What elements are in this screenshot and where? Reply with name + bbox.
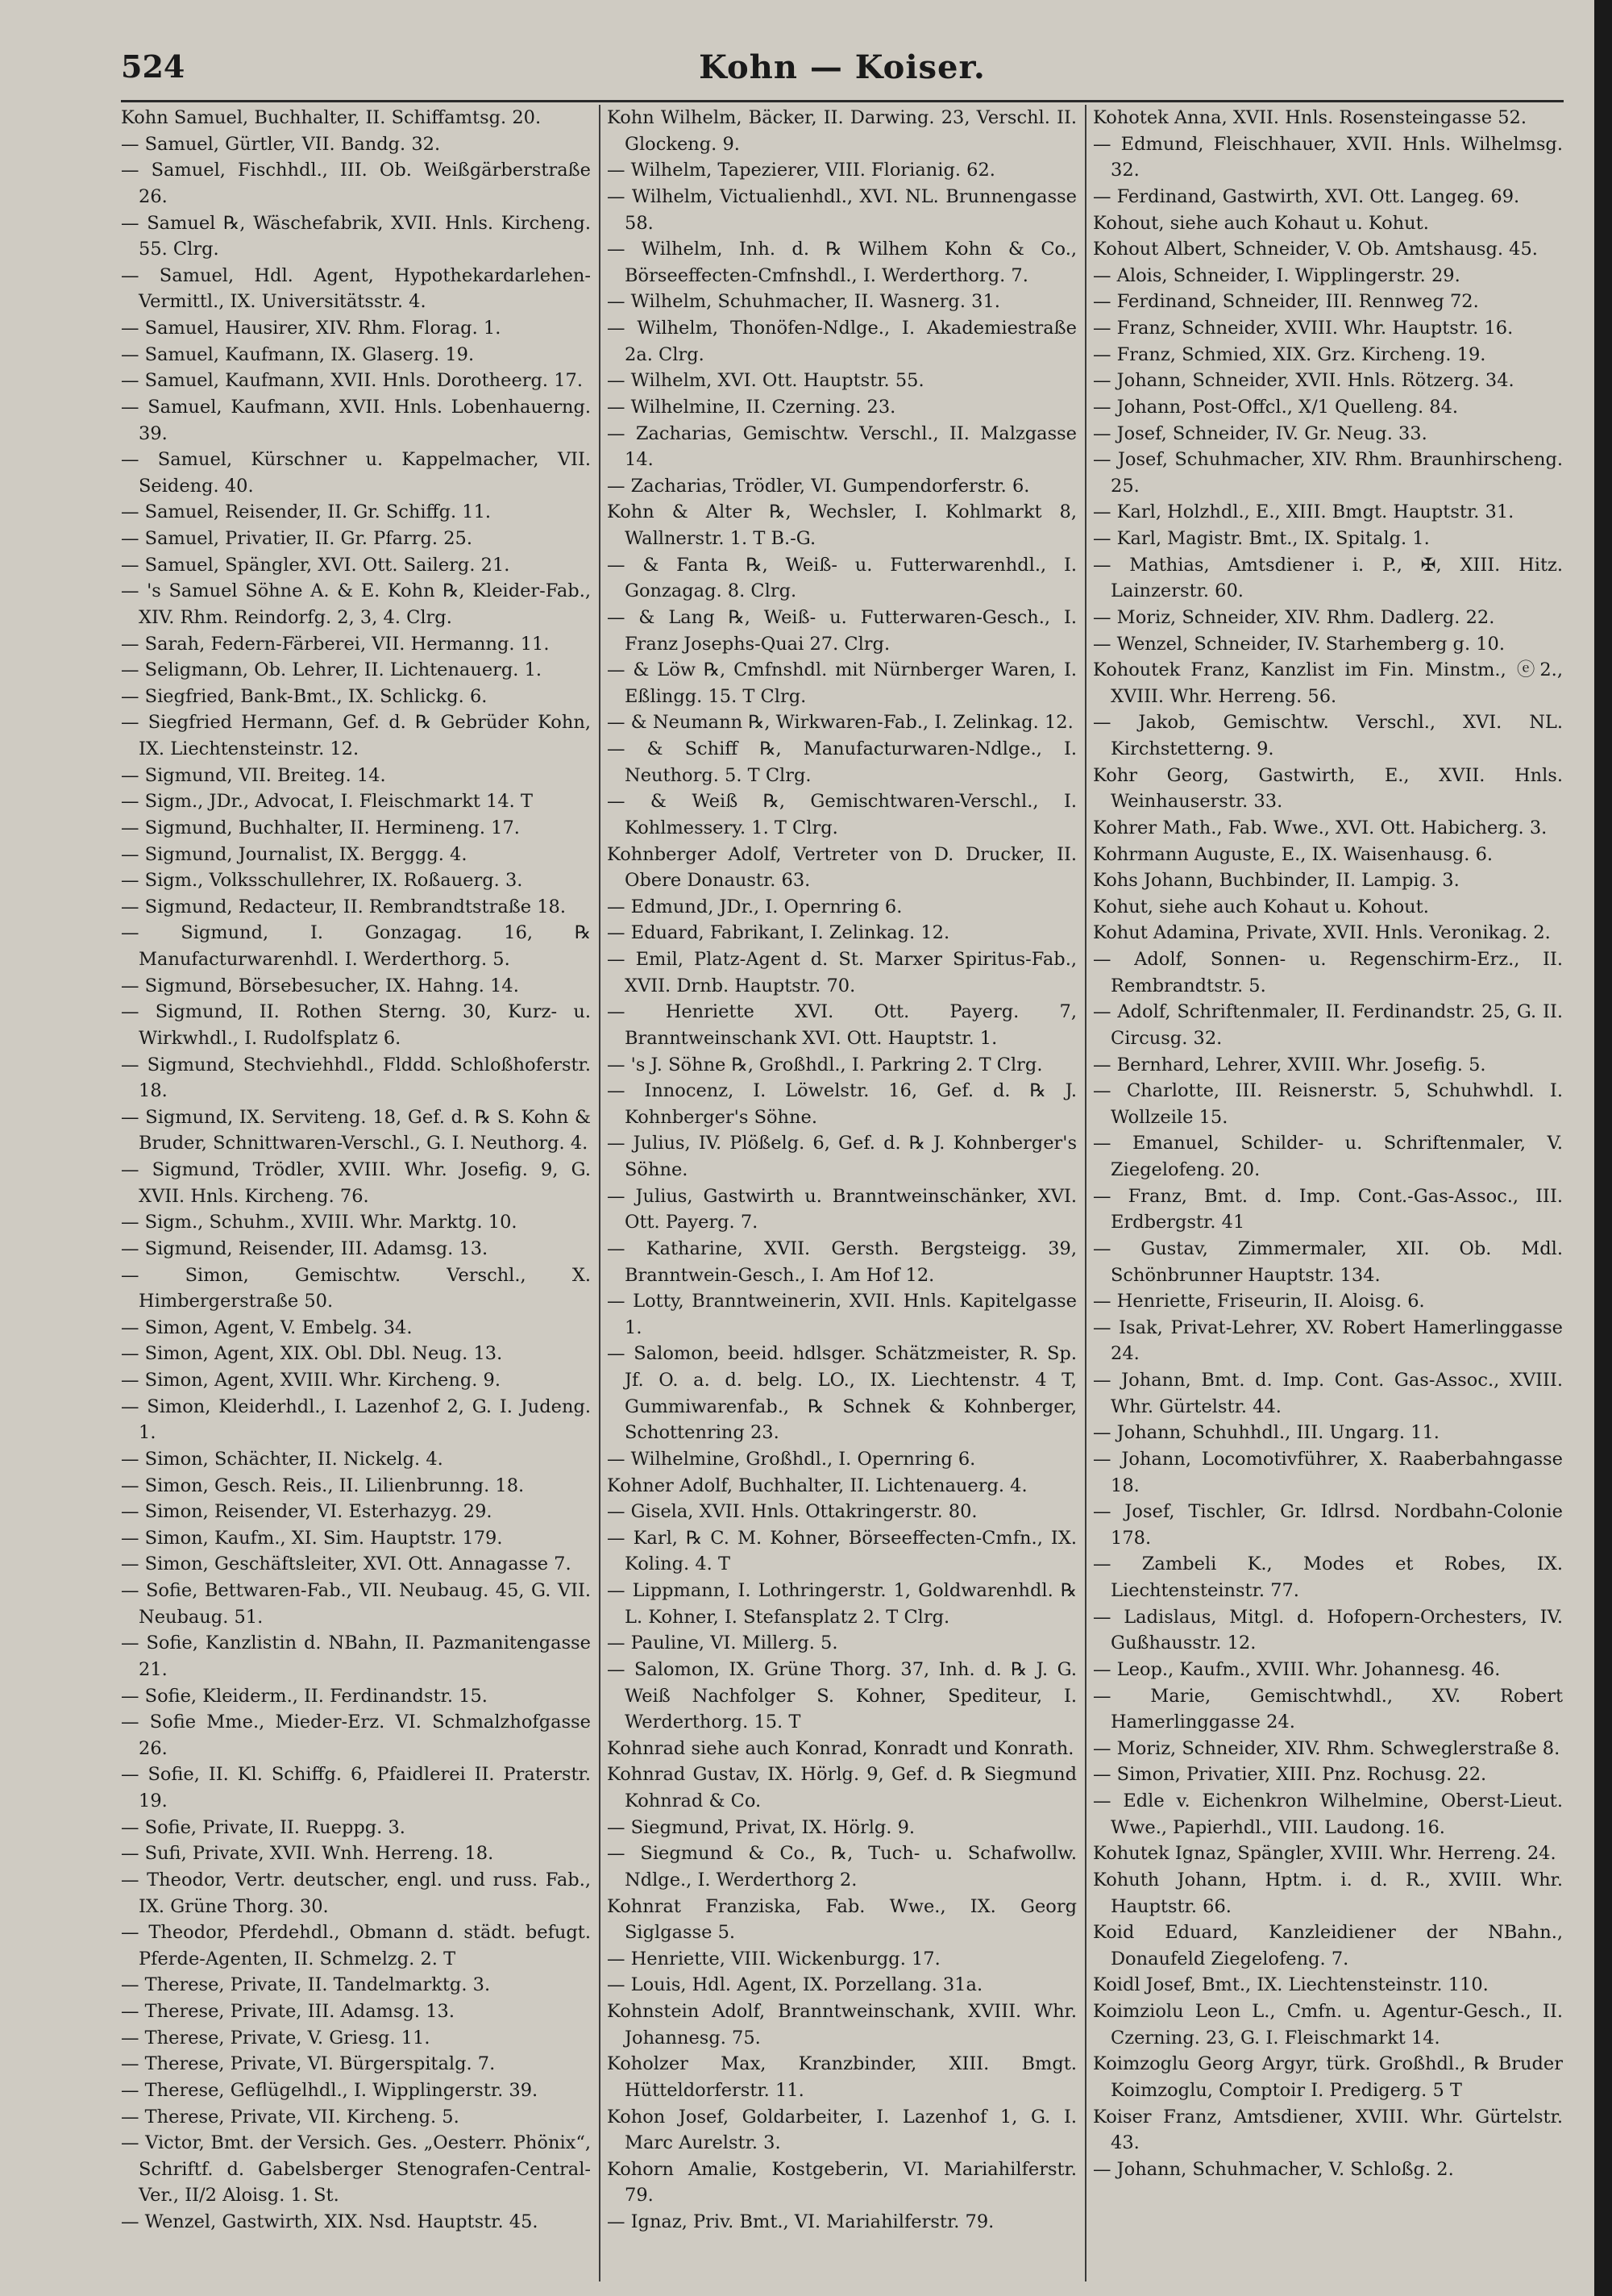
directory-entry: — Karl, ℞ C. M. Kohner, Börseeffecten-Cmfn., IX. Koling. 4. T: [607, 1527, 1077, 1575]
directory-entry: — Isak, Privat-Lehrer, XV. Robert Hamerlinggasse 24.: [1093, 1316, 1563, 1365]
directory-entry: — Zambeli K., Modes et Robes, IX. Liechtensteinstr. 77.: [1093, 1554, 1563, 1601]
directory-entry: — Ferdinand, Gastwirth, XVI. Ott. Langeg. 69.: [1093, 185, 1520, 207]
directory-entry: — Simon, Agent, XIX. Obl. Dbl. Neug. 13.: [121, 1343, 503, 1365]
directory-entry: Koid Eduard, Kanzleidiener der NBahn., Donaufeld Ziegelofeng. 7.: [1093, 1922, 1563, 1969]
directory-entry: — Johann, Bmt. d. Imp. Cont. Gas-Assoc., XVIII. Whr. Gürtelstr. 44.: [1093, 1370, 1563, 1417]
directory-entry: — Simon, Kaufm., XI. Sim. Hauptstr. 179.: [121, 1527, 503, 1549]
directory-entry: — Samuel ℞, Wäschefabrik, XVII. Hnls. Kircheng. 55. Clrg.: [121, 212, 591, 260]
directory-entry: — & Weiß ℞, Gemischtwaren-Verschl., I. Kohlmessery. 1. T Clrg.: [607, 791, 1077, 838]
directory-entry: — & Lang ℞, Weiß- u. Futterwaren-Gesch., I. Franz Josephs-Quai 27. Clrg.: [607, 606, 1077, 655]
directory-entry: Kohutek Ignaz, Spängler, XVIII. Whr. Herreng. 24.: [1093, 1843, 1556, 1865]
directory-entry: — Sigmund, Stechviehhdl., Flddd. Schloßhoferstr. 18.: [121, 1054, 591, 1102]
directory-entry: Kohoutek Franz, Kanzlist im Fin. Minstm., ⓔ2., XVIII. Whr. Herreng. 56.: [1093, 659, 1563, 707]
directory-entry: — Simon, Reisender, VI. Esterhazyg. 29.: [121, 1501, 492, 1523]
directory-entry: Kohner Adolf, Buchhalter, II. Lichtenauerg. 4.: [607, 1475, 1028, 1496]
directory-entry: Koiser Franz, Amtsdiener, XVIII. Whr. Gürtelstr. 43.: [1093, 2106, 1563, 2154]
running-head: Kohn — Koiser.: [699, 48, 986, 86]
directory-entry: Kohs Johann, Buchbinder, II. Lampig. 3.: [1093, 870, 1460, 892]
directory-entry: — Edmund, JDr., I. Opernring 6.: [607, 896, 903, 917]
directory-entry: — Sufi, Private, XVII. Wnh. Herreng. 18.: [121, 1843, 494, 1865]
directory-entry: — Sofie, Bettwaren-Fab., VII. Neubaug. 45, G. VII. Neubaug. 51.: [121, 1580, 591, 1628]
directory-entry: — Siegfried Hermann, Gef. d. ℞ Gebrüder Kohn, IX. Liechtensteinstr. 12.: [121, 712, 591, 759]
directory-entry: — Johann, Schneider, XVII. Hnls. Rötzerg. 34.: [1093, 370, 1514, 392]
directory-entry: — Siegfried, Bank-Bmt., IX. Schlickg. 6.: [121, 685, 488, 707]
directory-entry: — Marie, Gemischtwhdl., XV. Robert Hamerlinggasse 24.: [1093, 1685, 1563, 1733]
directory-entry: Kohuth Johann, Hptm. i. d. R., XVIII. Whr. Hauptstr. 66.: [1093, 1869, 1563, 1917]
directory-entry: — Sofie, Kleiderm., II. Ferdinandstr. 15.: [121, 1685, 488, 1707]
directory-entry: Kohnrat Franziska, Fab. Wwe., IX. Georg Siglgasse 5.: [607, 1895, 1077, 1944]
directory-entry: — Adolf, Sonnen- u. Regenschirm-Erz., II. Rembrandtstr. 5.: [1093, 949, 1563, 996]
directory-entry: — Salomon, IX. Grüne Thorg. 37, Inh. d. ℞ J. G. Weiß Nachfolger S. Kohner, Spediteur, I. Werderthorg. 15. T: [607, 1658, 1077, 1733]
directory-entry: — Johann, Post-Offcl., X/1 Quelleng. 84.: [1093, 396, 1459, 418]
directory-entry: Kohrmann Auguste, E., IX. Waisenhausg. 6.: [1093, 843, 1494, 865]
column-divider: [1085, 105, 1086, 2281]
directory-entry: — Samuel, Gürtler, VII. Bandg. 32.: [121, 133, 441, 155]
directory-entry: — Pauline, VI. Millerg. 5.: [607, 1633, 838, 1654]
directory-entry: — Edle v. Eichenkron Wilhelmine, Oberst-Lieut. Wwe., Papierhdl., VIII. Laudong. 16.: [1093, 1791, 1563, 1838]
directory-entry: — Edmund, Fleischhauer, XVII. Hnls. Wilhelmsg. 32.: [1093, 133, 1563, 181]
directory-entry: — Sigmund, IX. Servitеng. 18, Gef. d. ℞ S. Kohn & Bruder, Schnittwaren-Verschl., G. I. Neuthorg. 4.: [121, 1106, 591, 1154]
directory-entry: — Siegmund, Privat, IX. Hörlg. 9.: [607, 1816, 916, 1838]
directory-entry: — Sarah, Federn-Färberei, VII. Hermanng. 11.: [121, 633, 550, 655]
directory-entry: — Sigmund, Börsebesucher, IX. Hahng. 14.: [121, 975, 519, 996]
directory-entry: — Therese, Private, VII. Kircheng. 5.: [121, 2106, 459, 2128]
directory-entry: — Sigmund, II. Rothen Sterng. 30, Kurz- u. Wirkwhdl., I. Rudolfsplatz 6.: [121, 1001, 591, 1049]
directory-entry: — Therese, Geflügelhdl., I. Wipplingerstr. 39.: [121, 2079, 538, 2101]
directory-entry: — Josef, Tischler, Gr. Idlrsd. Nordbahn-Colonie 178.: [1093, 1501, 1563, 1549]
directory-entry: — Julius, Gastwirth u. Branntweinschänker, XVI. Ott. Payerg. 7.: [607, 1185, 1077, 1233]
directory-entry: — Wilhelmine, II. Czerning. 23.: [607, 396, 896, 418]
directory-entry: — Seligmann, Ob. Lehrer, II. Lichtenauerg. 1.: [121, 659, 542, 681]
directory-entry: Kohn Samuel, Buchhalter, II. Schiffamtsg. 20.: [121, 107, 542, 128]
directory-entry: — Siegmund & Co., ℞, Tuch- u. Schafwollw. Ndlge., I. Werderthorg 2.: [607, 1843, 1077, 1890]
directory-entry: — Alois, Schneider, I. Wipplingerstr. 29.: [1093, 264, 1460, 286]
directory-entry: Kohnberger Adolf, Vertreter von D. Drucker, II. Obere Donaustr. 63.: [607, 843, 1077, 892]
directory-entry: — Karl, Holzhdl., E., XIII. Bmgt. Hauptstr. 31.: [1093, 501, 1514, 523]
directory-entry: — Bernhard, Lehrer, XVIII. Whr. Josefig. 5.: [1093, 1054, 1486, 1075]
directory-entry: — Therese, Private, III. Adamsg. 13.: [121, 2001, 455, 2022]
directory-entry: Koimziolu Leon L., Cmfn. u. Agentur-Gesch., II. Czerning. 23, G. I. Fleischmarkt 14.: [1093, 2001, 1563, 2049]
directory-entry: — Victor, Bmt. der Versich. Ges. „Oesterr. Phönix“, Schriftf. d. Gabelsberger Stenografen-Central-Ver., II/2 Aloisg. 1. St.: [121, 2132, 591, 2207]
directory-entry: — Ignaz, Priv. Bmt., VI. Mariahilferstr. 79.: [607, 2211, 995, 2232]
directory-entry: — Simon, Gemischtw. Verschl., X. Himbergerstraße 50.: [121, 1264, 591, 1312]
directory-entry: — Franz, Schneider, XVIII. Whr. Hauptstr. 16.: [1093, 318, 1514, 339]
directory-entry: — Sigmund, Buchhalter, II. Hermineng. 17.: [121, 817, 520, 838]
page-number: 524: [121, 48, 185, 85]
directory-columns: [121, 105, 1564, 2281]
directory-entry: — Julius, IV. Plößelg. 6, Gef. d. ℞ J. Kohnberger's Söhne.: [607, 1133, 1077, 1180]
directory-entry: Kohnrad Gustav, IX. Hörlg. 9, Gef. d. ℞ Siegmund Kohnrad & Co.: [607, 1764, 1077, 1811]
directory-entry: — Sigmund, Trödler, XVIII. Whr. Josefig. 9, G. XVII. Hnls. Kircheng. 76.: [121, 1159, 591, 1207]
directory-entry: — Henriette XVI. Ott. Payerg. 7, Branntweinschank XVI. Ott. Hauptstr. 1.: [607, 1001, 1077, 1049]
directory-entry: — Wilhelm, XVI. Ott. Hauptstr. 55.: [607, 370, 924, 392]
directory-entry: — Sigmund, I. Gonzagag. 16, ℞ Manufacturwarenhdl. I. Werderthorg. 5.: [121, 922, 591, 970]
directory-entry: — Sigm., JDr., Advocat, I. Fleischmarkt 14. T: [121, 791, 533, 813]
directory-entry: — Sigm., Schuhm., XVIII. Whr. Marktg. 10.: [121, 1212, 517, 1233]
directory-entry: — Josef, Schneider, IV. Gr. Neug. 33.: [1093, 422, 1427, 444]
directory-entry: Kohorn Amalie, Kostgeberin, VI. Mariahilferstr. 79.: [607, 2158, 1077, 2207]
directory-entry: Kohn & Alter ℞, Wechsler, I. Kohlmarkt 8, Wallnerstr. 1. T B.-G.: [607, 501, 1077, 549]
directory-entry: — Sigmund, Redacteur, II. Rembrandtstraße 18.: [121, 896, 567, 917]
directory-entry: — & Löw ℞, Cmfnshdl. mit Nürnberger Waren, I. Eßlingg. 15. T Clrg.: [607, 659, 1077, 707]
directory-entry: — Eduard, Fabrikant, I. Zelinkag. 12.: [607, 922, 950, 944]
directory-entry: — Simon, Schächter, II. Nickelg. 4.: [121, 1448, 443, 1470]
directory-entry: Kohut, siehe auch Kohaut u. Kohout.: [1093, 896, 1429, 917]
directory-entry: — Mathias, Amtsdiener i. P., ✠, XIII. Hitz. Lainzerstr. 60.: [1093, 554, 1563, 602]
directory-entry: Kohn Wilhelm, Bäcker, II. Darwing. 23, Verschl. II. Glockeng. 9.: [607, 107, 1077, 155]
directory-entry: — Karl, Magistr. Bmt., IX. Spitalg. 1.: [1093, 528, 1430, 549]
directory-entry: — Zacharias, Gemischtw. Verschl., II. Malzgasse 14.: [607, 422, 1077, 471]
directory-entry: — Wilhelm, Tapezierer, VIII. Florianig. 62.: [607, 160, 995, 181]
directory-entry: — Franz, Schmied, XIX. Grz. Kircheng. 19.: [1093, 343, 1486, 365]
directory-entry: — & Fanta ℞, Weiß- u. Futterwarenhdl., I. Gonzagag. 8. Clrg.: [607, 554, 1077, 602]
directory-entry: — Samuel, Privatier, II. Gr. Pfarrg. 25.: [121, 528, 473, 549]
directory-entry: — Lotty, Branntweinerin, XVII. Hnls. Kapitelgasse 1.: [607, 1291, 1077, 1338]
directory-entry: Kohnrad siehe auch Konrad, Konradt und Konrath.: [607, 1737, 1074, 1759]
directory-entry: Kohut Adamina, Private, XVII. Hnls. Veronikag. 2.: [1093, 922, 1551, 944]
directory-entry: — Emil, Platz-Agent d. St. Marxer Spiritus-Fab., XVII. Drnb. Hauptstr. 70.: [607, 949, 1077, 996]
directory-entry: — Emanuel, Schilder- u. Schriftenmaler, V. Ziegelofeng. 20.: [1093, 1133, 1563, 1180]
directory-entry: — Samuel, Kaufmann, XVII. Hnls. Lobenhauerng. 39.: [121, 396, 591, 444]
directory-entry: — Sigmund, Journalist, IX. Berggg. 4.: [121, 843, 467, 865]
directory-entry: Kohout, siehe auch Kohaut u. Kohut.: [1093, 212, 1429, 234]
directory-entry: — Wilhelmine, Großhdl., I. Opernring 6.: [607, 1448, 976, 1470]
directory-entry: — Theodor, Vertr. deutscher, engl. und russ. Fab., IX. Grüne Thorg. 30.: [121, 1869, 591, 1917]
directory-entry: — Ladislaus, Mitgl. d. Hofopern-Orchesters, IV. Gußhausstr. 12.: [1093, 1606, 1563, 1654]
directory-entry: — Johann, Locomotivführer, X. Raaberbahngasse 18.: [1093, 1448, 1563, 1496]
directory-entry: — Henriette, Friseurin, II. Aloisg. 6.: [1093, 1291, 1425, 1312]
directory-entry: — Sofie Mme., Mieder-Erz. VI. Schmalzhofgasse 26.: [121, 1712, 591, 1759]
directory-entry: Koidl Josef, Bmt., IX. Liechtensteinstr. 110.: [1093, 1974, 1489, 1996]
directory-entry: — Wenzel, Schneider, IV. Starhemberg g. 10.: [1093, 633, 1506, 655]
column-2: [607, 105, 1077, 2281]
directory-entry: — 's J. Söhne ℞, Großhdl., I. Parkring 2. T Clrg.: [607, 1054, 1043, 1075]
directory-entry: — Salomon, beeid. hdlsger. Schätzmeister, R. Sp. Jf. O. a. d. belg. LO., IX. Liechtenstr. 4 T, Gummiwarenfab., ℞ Schnek & Kohnberger, Schottenring 23.: [607, 1343, 1077, 1444]
directory-entry: — & Schiff ℞, Manufacturwaren-Ndlge., I. Neuthorg. 5. T Clrg.: [607, 738, 1077, 786]
directory-entry: — & Neumann ℞, Wirkwaren-Fab., I. Zelinkag. 12.: [607, 712, 1074, 734]
directory-entry: — 's Samuel Söhne A. & E. Kohn ℞, Kleider-Fab., XIV. Rhm. Reindorfg. 2, 3, 4. Clrg.: [121, 580, 591, 628]
directory-entry: — Sigmund, Reisender, III. Adamsg. 13.: [121, 1237, 488, 1259]
directory-entry: — Charlotte, III. Reisnerstr. 5, Schuhwhdl. I. Wollzeile 15.: [1093, 1080, 1563, 1128]
column-divider: [599, 105, 600, 2281]
directory-entry: — Johann, Schuhhdl., III. Ungarg. 11.: [1093, 1422, 1440, 1444]
directory-entry: — Wenzel, Gastwirth, XIX. Nsd. Hauptstr. 45.: [121, 2211, 538, 2232]
directory-entry: — Therese, Private, VI. Bürgerspitalg. 7.: [121, 2053, 496, 2075]
directory-entry: — Simon, Geschäftsleiter, XVI. Ott. Annagasse 7.: [121, 1554, 571, 1575]
directory-entry: — Theodor, Pferdehdl., Obmann d. städt. befugt. Pferde-Agenten, II. Schmelzg. 2. T: [121, 1922, 591, 1969]
directory-entry: — Lippmann, I. Lothringerstr. 1, Goldwarenhdl. ℞ L. Kohner, I. Stefansplatz 2. T Clrg.: [607, 1580, 1077, 1628]
directory-entry: — Samuel, Kaufmann, IX. Glaserg. 19.: [121, 343, 475, 365]
directory-entry: — Therese, Private, II. Tandelmarktg. 3.: [121, 1974, 491, 1996]
directory-entry: — Henriette, VIII. Wickenburgg. 17.: [607, 1948, 941, 1969]
directory-entry: — Samuel, Kaufmann, XVII. Hnls. Dorotheerg. 17.: [121, 370, 584, 392]
directory-entry: — Moriz, Schneider, XIV. Rhm. Dadlerg. 22.: [1093, 606, 1495, 628]
directory-entry: — Therese, Private, V. Griesg. 11.: [121, 2027, 430, 2049]
header-rule: [121, 100, 1564, 102]
column-3: [1093, 105, 1563, 2281]
directory-entry: Kohotek Anna, XVII. Hnls. Rosensteingasse 52.: [1093, 107, 1527, 128]
directory-entry: Kohout Albert, Schneider, V. Ob. Amtshausg. 45.: [1093, 239, 1538, 260]
directory-entry: — Louis, Hdl. Agent, IX. Porzellang. 31a.: [607, 1974, 983, 1996]
directory-entry: Kohon Josef, Goldarbeiter, I. Lazenhof 1, G. I. Marc Aurelstr. 3.: [607, 2106, 1077, 2154]
directory-entry: — Adolf, Schriftenmaler, II. Ferdinandstr. 25, G. II. Circusg. 32.: [1093, 1001, 1563, 1049]
directory-entry: — Wilhelm, Schuhmacher, II. Wasnerg. 31.: [607, 291, 1000, 313]
directory-entry: — Sofie, Kanzlistin d. NBahn, II. Pazmanitengasse 21.: [121, 1633, 591, 1680]
directory-entry: — Jakob, Gemischtw. Verschl., XVI. NL. Kirchstetterng. 9.: [1093, 712, 1563, 759]
directory-entry: — Wilhelm, Inh. d. ℞ Wilhem Kohn & Co., Börseeffecten-Cmfnshdl., I. Werderthorg. 7.: [607, 239, 1077, 286]
directory-entry: — Katharine, XVII. Gersth. Bergsteigg. 39, Branntwein-Gesch., I. Am Hof 12.: [607, 1237, 1077, 1286]
directory-entry: — Sofie, II. Kl. Schiffg. 6, Pfaidlerei II. Praterstr. 19.: [121, 1764, 591, 1811]
directory-entry: — Samuel, Reisender, II. Gr. Schiffg. 11.: [121, 501, 492, 523]
directory-entry: — Simon, Gesch. Reis., II. Lilienbrunng. 18.: [121, 1475, 525, 1496]
page-header: [121, 48, 1564, 97]
directory-entry: — Franz, Bmt. d. Imp. Cont.-Gas-Assoc., III. Erdbergstr. 41: [1093, 1185, 1563, 1233]
directory-entry: — Samuel, Spängler, XVI. Ott. Sailerg. 21.: [121, 554, 510, 576]
column-1: [121, 105, 591, 2281]
directory-entry: Koimzoglu Georg Argyr, türk. Großhdl., ℞ Bruder Koimzoglu, Comptoir I. Predigerg. 5 T: [1093, 2053, 1563, 2101]
directory-entry: — Sigmund, VII. Breiteg. 14.: [121, 764, 386, 786]
directory-entry: — Johann, Schuhmacher, V. Schloßg. 2.: [1093, 2158, 1454, 2180]
directory-entry: — Josef, Schuhmacher, XIV. Rhm. Braunhirscheng. 25.: [1093, 449, 1563, 497]
directory-entry: — Innocenz, I. Löwelstr. 16, Gef. d. ℞ J. Kohnberger's Söhne.: [607, 1080, 1077, 1128]
directory-entry: — Wilhelm, Victualienhdl., XVI. NL. Brunnengasse 58.: [607, 185, 1077, 234]
directory-entry: — Samuel, Kürschner u. Kappelmacher, VII. Seideng. 40.: [121, 449, 591, 497]
directory-entry: Kohrer Math., Fab. Wwe., XVI. Ott. Habicherg. 3.: [1093, 817, 1548, 838]
directory-entry: — Wilhelm, Thonöfen-Ndlge., I. Akademiestraße 2a. Clrg.: [607, 318, 1077, 365]
directory-entry: — Ferdinand, Schneider, III. Rennweg 72.: [1093, 291, 1479, 313]
directory-entry: — Simon, Privatier, XIII. Pnz. Rochusg. 22.: [1093, 1764, 1487, 1786]
page-edge-shadow: [1594, 0, 1612, 2296]
directory-entry: Kohr Georg, Gastwirth, E., XVII. Hnls. Weinhauserstr. 33.: [1093, 764, 1563, 813]
directory-entry: — Gustav, Zimmermaler, XII. Ob. Mdl. Schönbrunner Hauptstr. 134.: [1093, 1237, 1563, 1286]
directory-entry: Koholzer Max, Kranzbinder, XIII. Bmgt. Hütteldorferstr. 11.: [607, 2053, 1077, 2101]
directory-entry: — Samuel, Hdl. Agent, Hypothekardarlehen-Vermittl., IX. Universitätsstr. 4.: [121, 264, 591, 313]
directory-entry: — Simon, Agent, V. Embelg. 34.: [121, 1316, 413, 1338]
directory-entry: — Sigm., Volksschullehrer, IX. Roßauerg. 3.: [121, 870, 523, 892]
directory-entry: — Gisela, XVII. Hnls. Ottakringerstr. 80.: [607, 1501, 978, 1523]
directory-entry: — Zacharias, Trödler, VI. Gumpendorferstr. 6.: [607, 475, 1030, 497]
directory-entry: — Samuel, Hausirer, XIV. Rhm. Florag. 1.: [121, 318, 501, 339]
directory-entry: — Simon, Kleiderhdl., I. Lazenhof 2, G. I. Judeng. 1.: [121, 1395, 591, 1444]
directory-entry: — Sofie, Private, II. Rueppg. 3.: [121, 1816, 405, 1838]
directory-entry: — Simon, Agent, XVIII. Whr. Kircheng. 9.: [121, 1370, 501, 1391]
directory-entry: — Moriz, Schneider, XIV. Rhm. Schweglerstraße 8.: [1093, 1737, 1560, 1759]
directory-entry: — Samuel, Fischhdl., III. Ob. Weißgärberstraße 26.: [121, 160, 591, 207]
directory-entry: Kohnstein Adolf, Branntweinschank, XVIII. Whr. Johannesg. 75.: [607, 2001, 1077, 2049]
directory-entry: — Leop., Kaufm., XVIII. Whr. Johannesg. 46.: [1093, 1658, 1501, 1680]
